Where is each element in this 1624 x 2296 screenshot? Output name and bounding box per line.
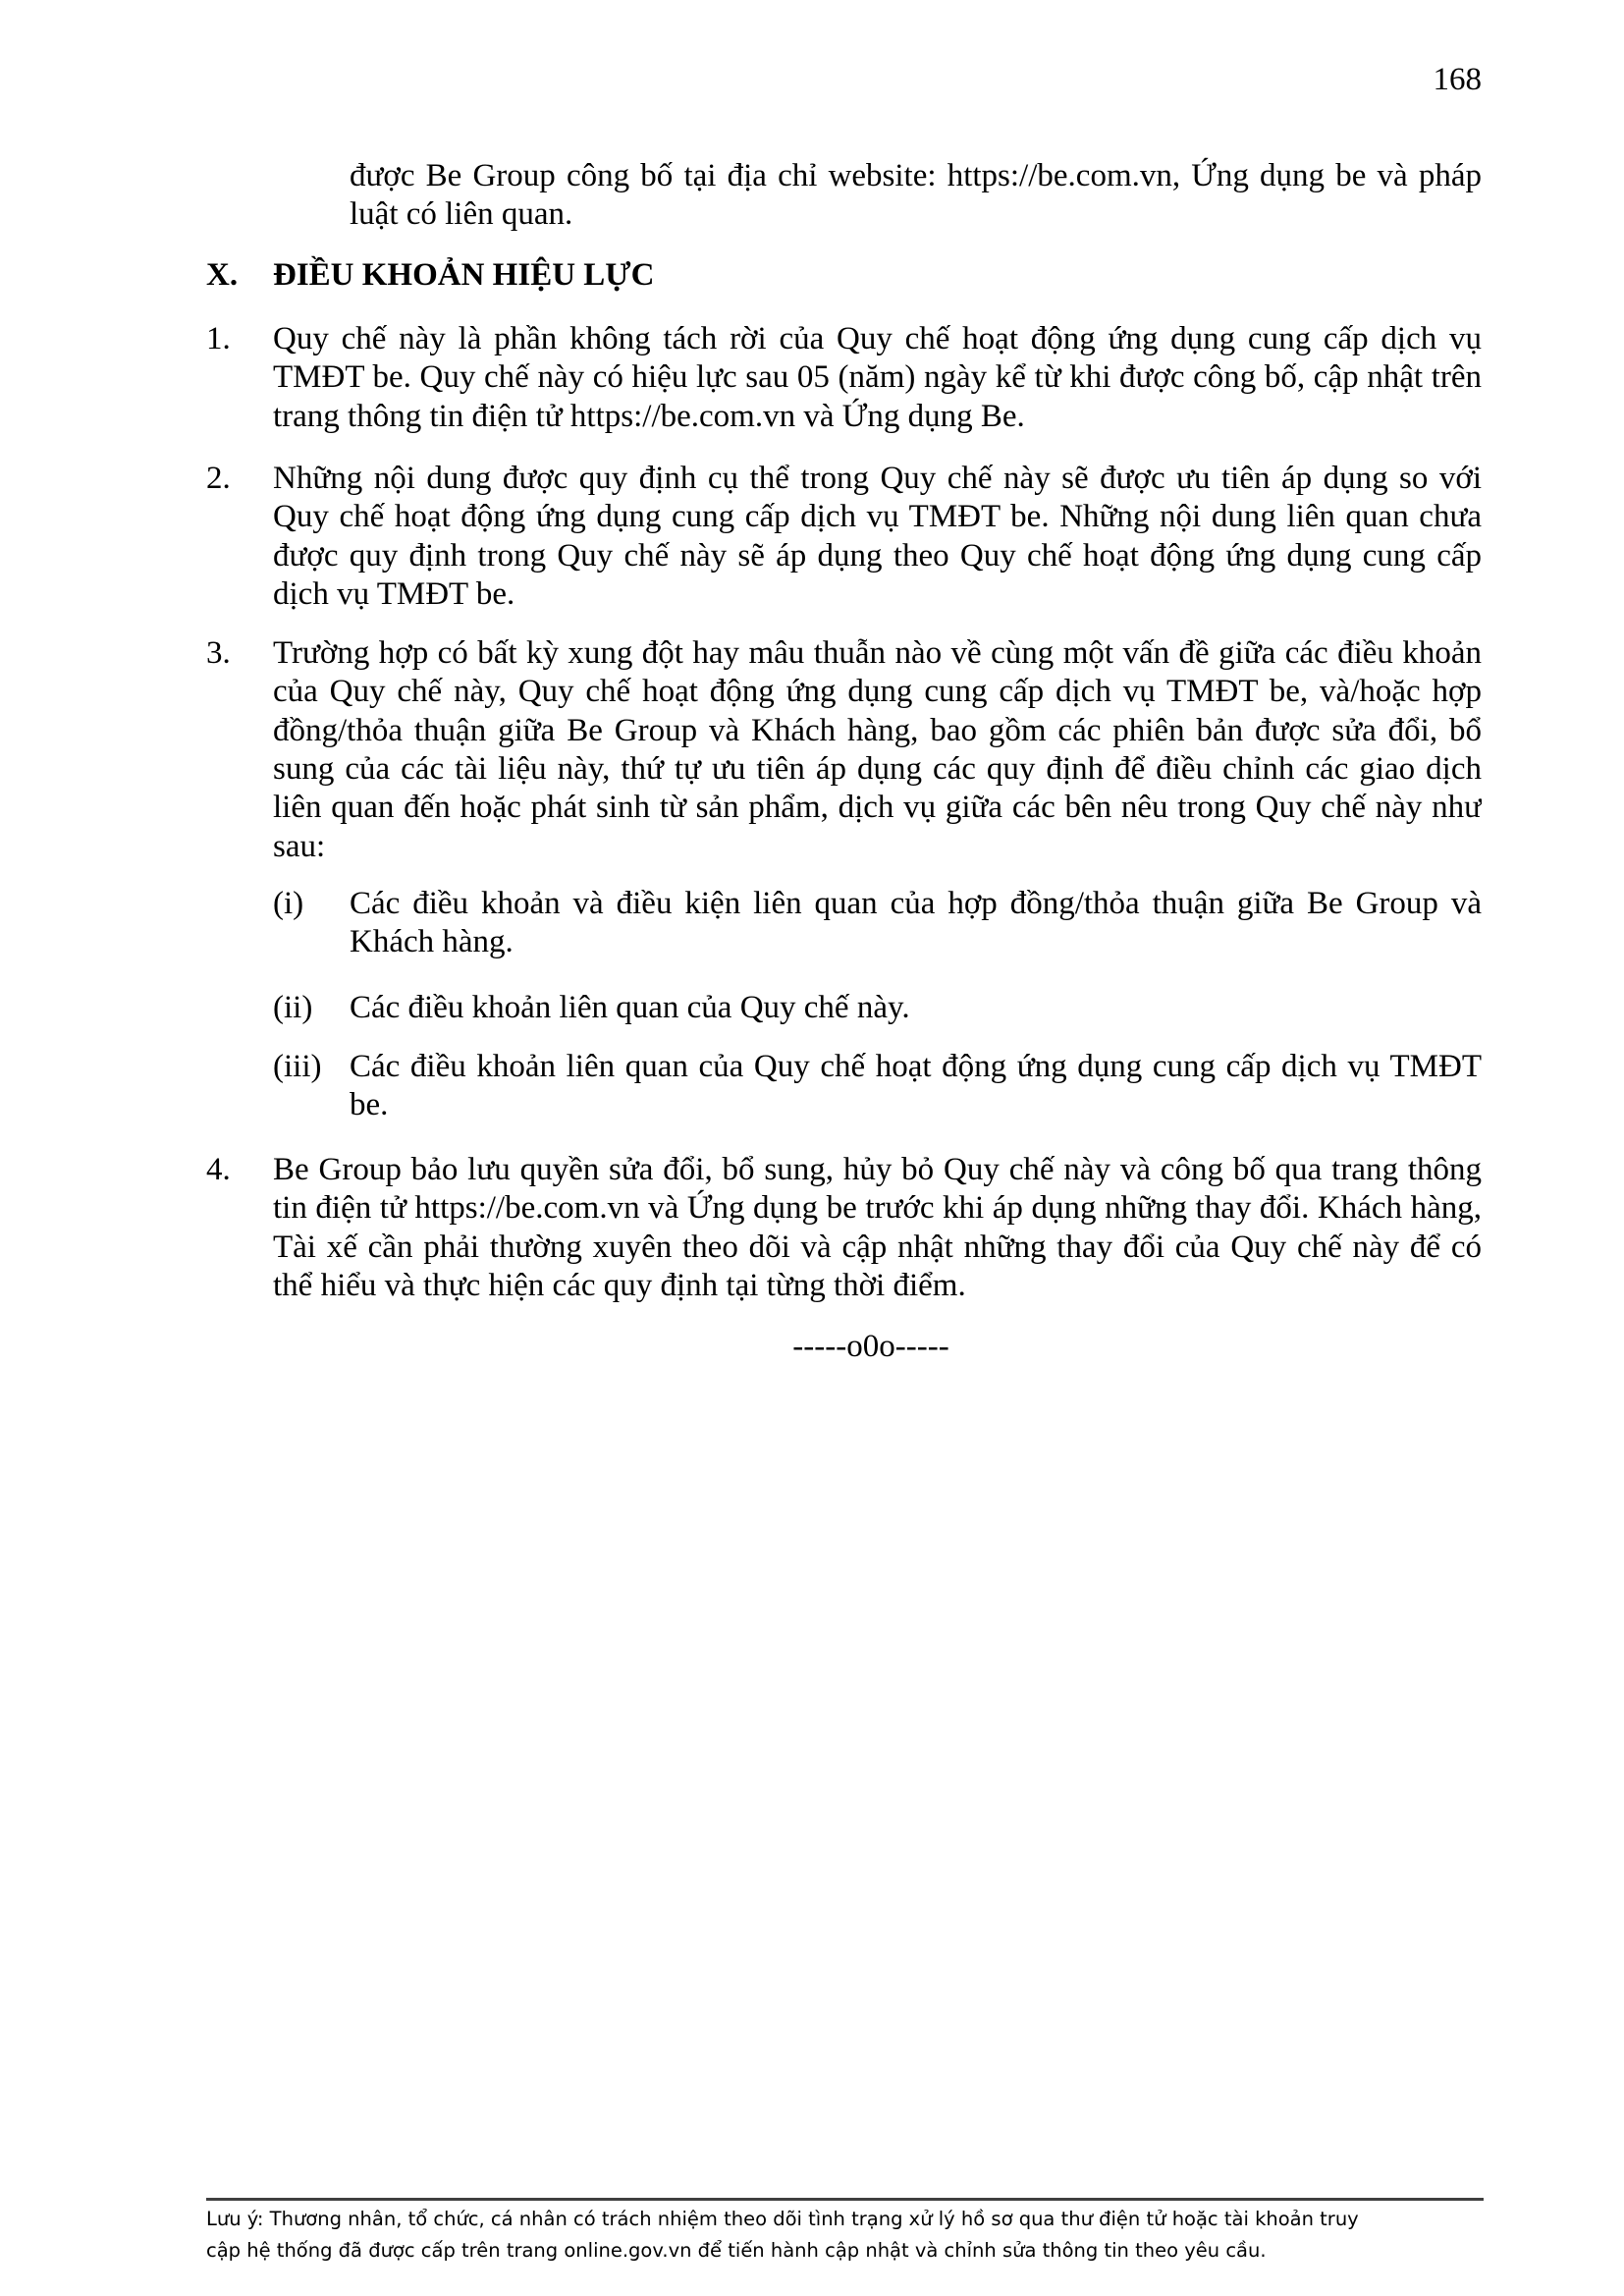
list-item-line: Tài xế cần phải thường xuyên theo dõi và cập nhật những thay đổi của Quy chế này để có	[273, 1229, 1482, 1265]
list-item-line: TMĐT be. Quy chế này có hiệu lực sau 05 (năm) ngày kể từ khi được công bố, cập nhật trên	[273, 359, 1482, 396]
list-item-line: Quy chế hoạt động ứng dụng cung cấp dịch vụ TMĐT be. Những nội dung liên quan chưa	[273, 499, 1482, 535]
sub-item-marker: (ii)	[273, 990, 313, 1025]
list-item-line: sung của các tài liệu này, thứ tự ưu tiên áp dụng các quy định để điều chỉnh các giao dịch	[273, 750, 1482, 787]
list-item-line: Quy chế này là phần không tách rời của Quy chế hoạt động ứng dụng cung cấp dịch vụ	[273, 321, 1482, 356]
end-mark: -----o0o-----	[792, 1329, 949, 1364]
list-item-line: đồng/thỏa thuận giữa Be Group và Khách hàng, bao gồm các phiên bản được sửa đổi, bổ	[273, 712, 1482, 748]
list-item-line: Khách hàng.	[350, 924, 514, 960]
page-number: 168	[1433, 62, 1482, 97]
list-item-line: dịch vụ TMĐT be.	[273, 575, 515, 612]
list-item-line: Những nội dung được quy định cụ thể trong Quy chế này sẽ được ưu tiên áp dụng so với	[273, 461, 1482, 496]
footer-note-line: cập hệ thống đã được cấp trên trang online.gov.vn để tiến hành cập nhật và chỉnh sửa thông tin theo yêu cầu.	[206, 2239, 1267, 2262]
item-number: 1.	[206, 321, 231, 356]
footer-note-line: Lưu ý: Thương nhân, tổ chức, cá nhân có trách nhiệm theo dõi tình trạng xử lý hồ sơ qua thư điện tử hoặc tài khoản truy	[206, 2208, 1359, 2230]
paragraph-line: luật có liên quan.	[350, 196, 573, 232]
list-item-line: được quy định trong Quy chế này sẽ áp dụng theo Quy chế hoạt động ứng dụng cung cấp	[273, 537, 1482, 574]
footer-divider	[206, 2198, 1484, 2201]
list-item-line: liên quan đến hoặc phát sinh từ sản phẩm, dịch vụ giữa các bên nêu trong Quy chế này như	[273, 790, 1482, 826]
list-item-line: Các điều khoản và điều kiện liên quan của hợp đồng/thỏa thuận giữa Be Group và	[350, 886, 1482, 921]
list-item-line: của Quy chế này, Quy chế hoạt động ứng dụng cung cấp dịch vụ TMĐT be, và/hoặc hợp	[273, 674, 1482, 710]
item-number: 4.	[206, 1152, 231, 1187]
list-item-line: thể hiểu và thực hiện các quy định tại từng thời điểm.	[273, 1267, 966, 1303]
list-item-line: trang thông tin điện tử https://be.com.vn và Ứng dụng Be.	[273, 398, 1025, 434]
list-item-line: Be Group bảo lưu quyền sửa đổi, bổ sung, hủy bỏ Quy chế này và công bố qua trang thông	[273, 1152, 1482, 1187]
list-item-line: Các điều khoản liên quan của Quy chế này.	[350, 990, 910, 1025]
item-number: 2.	[206, 461, 231, 496]
section-number: X.	[206, 257, 239, 293]
section-title: ĐIỀU KHOẢN HIỆU LỰC	[273, 257, 655, 293]
list-item-line: Trường hợp có bất kỳ xung đột hay mâu thuẫn nào về cùng một vấn đề giữa các điều khoản	[273, 635, 1482, 671]
list-item-line: sau:	[273, 828, 326, 864]
item-number: 3.	[206, 635, 231, 671]
paragraph-line: được Be Group công bố tại địa chỉ website: https://be.com.vn, Ứng dụng be và pháp	[350, 158, 1482, 193]
list-item-line: be.	[350, 1087, 389, 1123]
list-item-line: tin điện tử https://be.com.vn và Ứng dụng be trước khi áp dụng những thay đổi. Khách hàng,	[273, 1190, 1482, 1227]
list-item-line: Các điều khoản liên quan của Quy chế hoạt động ứng dụng cung cấp dịch vụ TMĐT	[350, 1049, 1482, 1084]
sub-item-marker: (iii)	[273, 1049, 322, 1084]
sub-item-marker: (i)	[273, 886, 304, 921]
